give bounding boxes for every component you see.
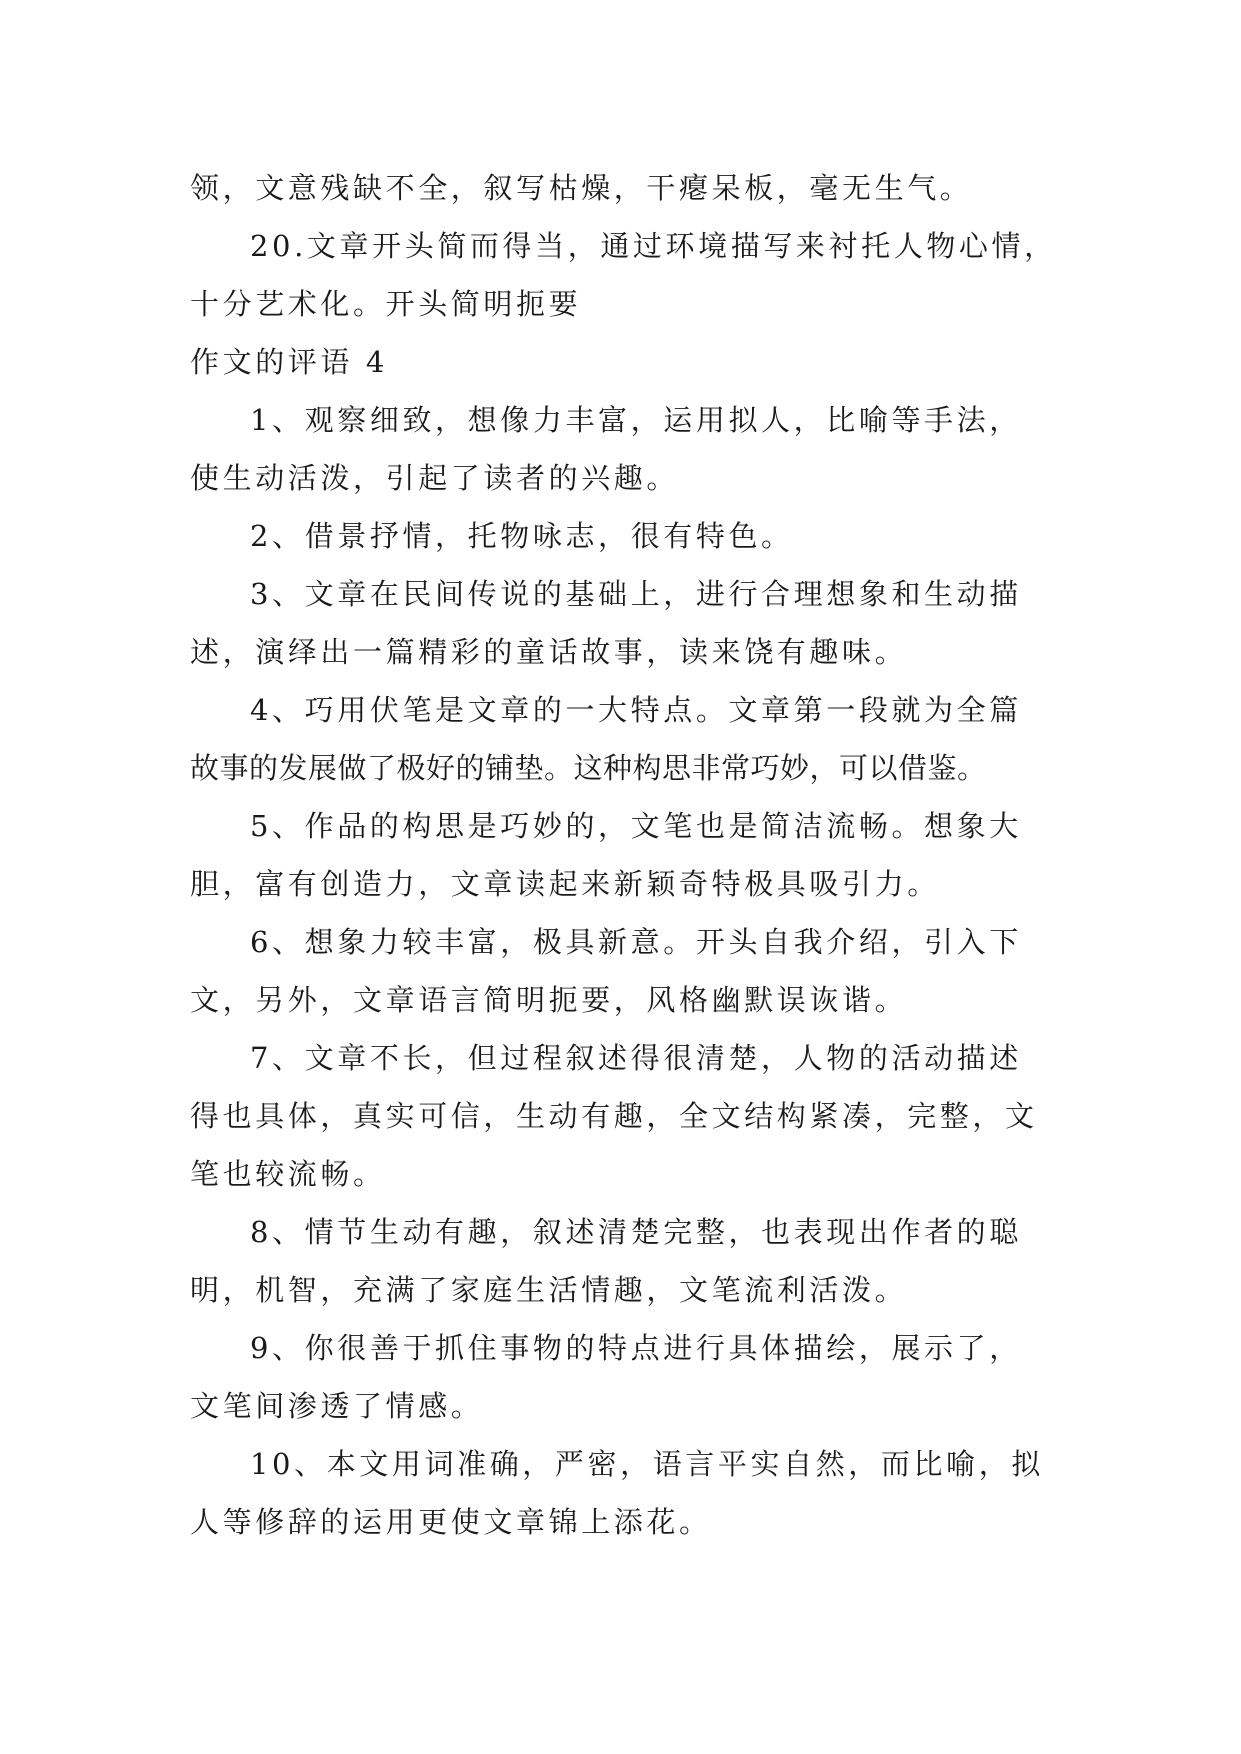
text-line: 人等修辞的运用更使文章锦上添花。 [190, 1505, 712, 1539]
text-line: 述，演绎出一篇精彩的童话故事，读来饶有趣味。 [190, 635, 908, 669]
text-line: 20.文章开头简而得当，通过环境描写来衬托人物心情， [250, 229, 1057, 263]
text-line: 得也具体，真实可信，生动有趣，全文结构紧凑，完整，文 [190, 1099, 1038, 1133]
text-line: 6、想象力较丰富，极具新意。开头自我介绍，引入下 [250, 925, 1022, 959]
text-line: 9、你很善于抓住事物的特点进行具体描绘，展示了， [250, 1331, 1022, 1365]
text-line: 8、情节生动有趣，叙述清楚完整，也表现出作者的聪 [250, 1215, 1022, 1249]
section-heading: 作文的评语 4 [190, 345, 388, 379]
text-line: 故事的发展做了极好的铺垫。这种构思非常巧妙，可以借鉴。 [190, 751, 987, 785]
text-line: 10、本文用词准确，严密，语言平实自然，而比喻，拟 [250, 1447, 1044, 1481]
text-line: 3、文章在民间传说的基础上，进行合理想象和生动描 [250, 577, 1022, 611]
text-line: 十分艺术化。开头简明扼要 [190, 287, 582, 321]
text-line: 2、借景抒情，托物咏志，很有特色。 [250, 519, 794, 553]
text-line: 使生动活泼，引起了读者的兴趣。 [190, 461, 680, 495]
text-line: 文笔间渗透了情感。 [190, 1389, 484, 1423]
text-line: 明，机智，充满了家庭生活情趣，文笔流利活泼。 [190, 1273, 908, 1307]
text-line: 4、巧用伏笔是文章的一大特点。文章第一段就为全篇 [250, 693, 1022, 727]
text-line: 领，文意残缺不全，叙写枯燥，干瘪呆板，毫无生气。 [190, 171, 973, 205]
text-line: 7、文章不长，但过程叙述得很清楚，人物的活动描述 [250, 1041, 1022, 1075]
text-line: 胆，富有创造力，文章读起来新颖奇特极具吸引力。 [190, 867, 940, 901]
text-line: 1、观察细致，想像力丰富，运用拟人，比喻等手法， [250, 403, 1022, 437]
text-line: 文，另外，文章语言简明扼要，风格幽默误诙谐。 [190, 983, 908, 1017]
text-line: 5、作品的构思是巧妙的，文笔也是简洁流畅。想象大 [250, 809, 1022, 843]
text-line: 笔也较流畅。 [190, 1157, 386, 1191]
